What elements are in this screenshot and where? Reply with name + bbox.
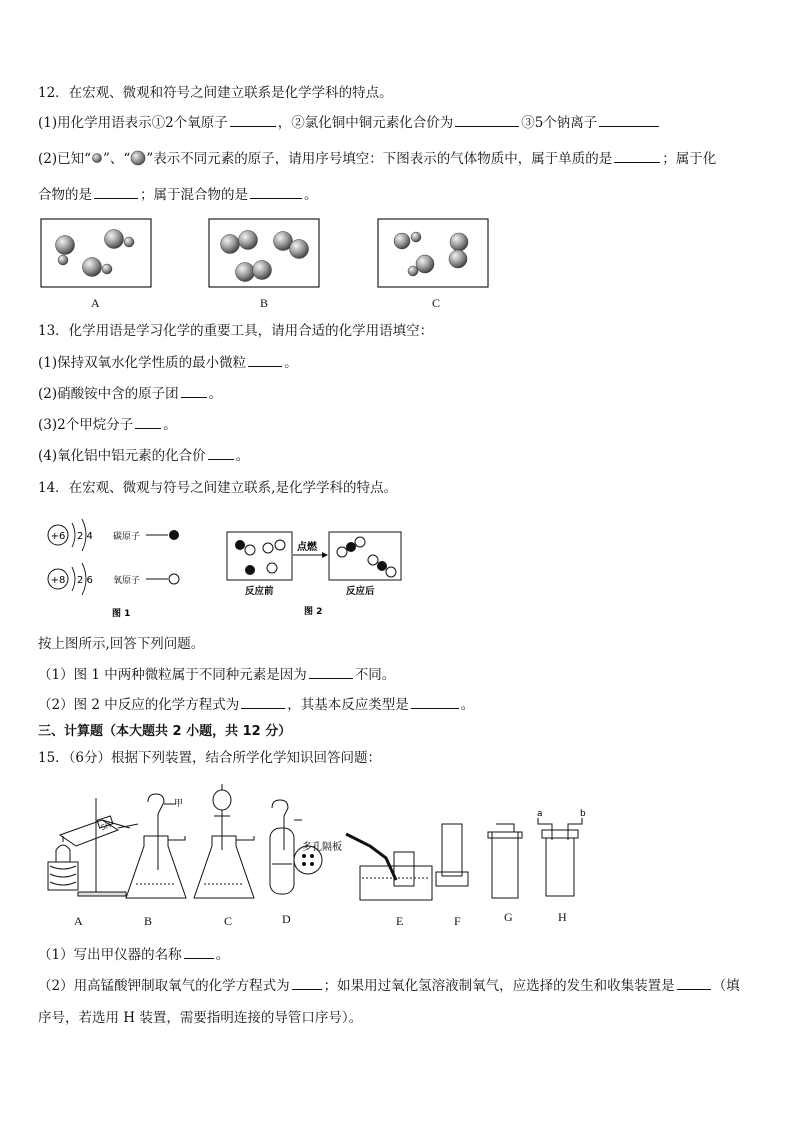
apparatus-label-h: H <box>558 910 567 924</box>
answer-blank[interactable] <box>184 946 214 959</box>
after-label: 反应后 <box>346 586 375 597</box>
answer-blank[interactable] <box>677 977 711 990</box>
q13-item-3 <box>38 416 177 434</box>
oxygen-shell-electrons: 2 6 <box>77 575 93 586</box>
oxygen-nucleus-label: +8 <box>50 575 66 586</box>
answer-blank[interactable] <box>208 447 234 460</box>
answer-blank[interactable] <box>309 666 353 679</box>
q12-part2-text-c: ”表示不同元素的原子，请用序号填空：下图表示的气体物质中，属于单质的是 <box>146 151 613 167</box>
q15-sub2-text-c: （填 <box>712 978 740 994</box>
oxygen-atom-structure <box>48 563 179 595</box>
carbon-atom-label: 碳原子 <box>113 532 141 542</box>
figure-2-caption: 图 2 <box>304 607 323 617</box>
oxygen-atom-label: 氧原子 <box>113 576 141 586</box>
molecule-box-c <box>378 219 488 287</box>
apparatus-label-b: B <box>144 914 153 928</box>
q15-sub1 <box>38 946 229 964</box>
apparatus-label-a: A <box>74 914 83 928</box>
q13-item-text: (4)氧化铝中铝元素的化合价 <box>38 448 206 464</box>
answer-blank[interactable] <box>230 114 276 127</box>
apparatus-label-d: D <box>282 912 291 926</box>
q14-sub2-end: 。 <box>460 697 475 713</box>
q12-part3 <box>38 186 318 204</box>
small-atom-icon <box>91 152 103 164</box>
q13-item-text: (1)保持双氧水化学性质的最小微粒 <box>38 355 247 371</box>
svg-text:SH: SH <box>100 821 112 832</box>
q14-sub1-text: （1）图 1 中两种微粒属于不同种元素是因为 <box>38 667 307 683</box>
reaction-arrow-icon <box>322 552 328 558</box>
q14-stem: 14．在宏观、微观与符号之间建立联系,是化学学科的特点。 <box>38 480 397 496</box>
q14-intro: 按上图所示,回答下列问题。 <box>38 636 205 652</box>
q15-apparatus-figure <box>40 780 600 928</box>
before-label: 反应前 <box>245 586 274 597</box>
q12-part1-text-b: ，②氯化铜中铜元素化合价为 <box>277 115 454 131</box>
carbon-atom-icon <box>169 530 179 540</box>
apparatus-e <box>346 834 432 900</box>
answer-blank[interactable] <box>614 150 660 163</box>
q12-part3-text-b: ；属于混合物的是 <box>140 187 248 203</box>
q12-part1 <box>38 114 661 132</box>
q14-sub1 <box>38 666 395 684</box>
port-a-label: a <box>537 809 543 819</box>
q13-stem: 13．化学用语是学习化学的重要工具，请用合适的化学用语填空： <box>38 323 434 339</box>
answer-blank[interactable] <box>599 114 659 127</box>
reaction-after-box <box>329 532 401 580</box>
q13-item-2 <box>38 385 222 403</box>
label-a: A <box>91 296 100 310</box>
apparatus-h <box>538 818 582 896</box>
q13-item-4 <box>38 447 249 465</box>
molecule-box-b <box>209 219 319 287</box>
label-c: C <box>432 296 441 310</box>
label-b: B <box>260 296 269 310</box>
jia-label: 甲 <box>174 799 184 809</box>
q13-item-1 <box>38 354 298 372</box>
q13-item-text: (2)硝酸铵中含的原子团 <box>38 386 179 402</box>
answer-blank[interactable] <box>94 186 138 199</box>
carbon-nucleus-label: +6 <box>50 531 66 542</box>
carbon-atom-structure <box>48 519 179 551</box>
q15-sub2 <box>38 977 740 995</box>
q12-part3-text-c: 。 <box>304 187 318 203</box>
apparatus-label-c: C <box>224 914 233 928</box>
reaction-condition-label: 点燃 <box>297 542 317 553</box>
q15-stem: 15．（6分）根据下列装置，结合所学化学知识回答问题： <box>38 750 382 766</box>
q12-part2-text-d: ；属于化 <box>662 151 717 167</box>
apparatus-label-e: E <box>396 914 404 928</box>
q13-item-text: (3)2个甲烷分子 <box>38 417 134 433</box>
q14-sub2 <box>38 696 474 714</box>
carbon-shell-electrons: 2 4 <box>77 531 93 542</box>
reaction-before-box <box>227 532 292 580</box>
q14-sub1-end: 不同。 <box>354 667 396 683</box>
section-three-heading: 三、计算题（本大题共 2 小题，共 12 分） <box>38 724 292 739</box>
q13-item-end: 。 <box>163 417 177 433</box>
answer-blank[interactable] <box>248 354 282 367</box>
q15-sub2-text: （2）用高锰酸钾制取氧气的化学方程式为 <box>38 978 290 994</box>
answer-blank[interactable] <box>241 696 285 709</box>
large-atom-icon <box>130 150 146 166</box>
apparatus-b <box>126 794 186 898</box>
q14-sub2-text-b: ，其基本反应类型是 <box>287 697 409 713</box>
port-b-label: b <box>580 809 586 819</box>
apparatus-label-f: F <box>454 914 461 928</box>
answer-blank[interactable] <box>135 416 161 429</box>
q12-part1-text-a: (1)用化学用语表示①2个氧原子 <box>38 115 228 131</box>
q15-sub2-continued: 序号，若选用 H 装置，需要指明连接的导管口序号）。 <box>38 1010 363 1026</box>
q12-molecule-figure <box>40 218 500 292</box>
q13-item-end: 。 <box>235 448 250 464</box>
q15-sub1-text: （1）写出甲仪器的名称 <box>38 947 182 963</box>
apparatus-label-g: G <box>504 910 513 924</box>
apparatus-c <box>194 784 254 898</box>
figure-1-caption: 图 1 <box>112 609 131 619</box>
q15-sub2-text-b: ；如果用过氧化氢溶液制氧气，应选择的发生和收集装置是 <box>323 978 675 994</box>
q14-figure <box>40 515 420 625</box>
q12-part1-text-c: ③5个钠离子 <box>521 115 598 131</box>
apparatus-g <box>488 824 522 898</box>
q13-item-end: 。 <box>208 386 223 402</box>
answer-blank[interactable] <box>455 114 519 127</box>
q12-part2-text-b: ”、“ <box>103 151 131 167</box>
q13-item-end: 。 <box>284 355 298 371</box>
molecule-box-a <box>41 219 151 287</box>
answer-blank[interactable] <box>292 977 322 990</box>
oxygen-atom-icon <box>169 574 179 584</box>
q12-part2 <box>38 150 716 168</box>
q12-part2-text-a: (2)已知“ <box>38 151 92 167</box>
q12-part3-text-a: 合物的是 <box>38 187 92 203</box>
q12-stem: 12．在宏观、微观和符号之间建立联系是化学学科的特点。 <box>38 85 393 101</box>
porous-plate-label: 多孔隔板 <box>302 842 342 853</box>
apparatus-a <box>48 798 138 896</box>
answer-blank[interactable] <box>181 385 207 398</box>
answer-blank[interactable] <box>411 696 459 709</box>
q15-sub1-end: 。 <box>215 947 230 963</box>
q14-sub2-text: （2）图 2 中反应的化学方程式为 <box>38 697 240 713</box>
apparatus-f <box>436 824 468 886</box>
answer-blank[interactable] <box>250 186 302 199</box>
